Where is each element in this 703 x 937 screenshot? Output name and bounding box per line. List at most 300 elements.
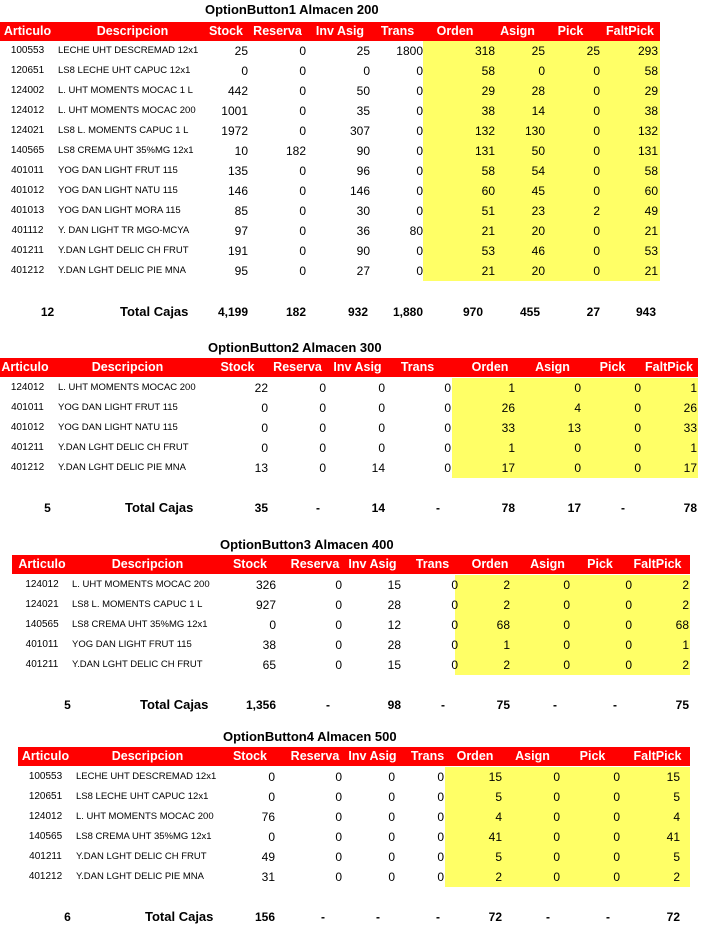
total-row [0,907,703,927]
table-row [0,161,703,181]
inv-asig-cell: 0 [378,381,385,395]
asign-cell: 0 [553,870,560,884]
asign-cell: 20 [531,224,545,238]
table-row [0,655,703,675]
total-faltpick: 943 [635,305,656,319]
inv-asig-cell: 307 [349,124,370,138]
reserva-cell: 0 [299,244,306,258]
table-row [0,635,703,655]
total-pick: - [606,910,610,924]
table-row [0,378,703,398]
pick-cell: 0 [613,850,620,864]
faltpick-cell: 17 [683,461,697,475]
faltpick-cell: 58 [644,64,658,78]
table-row [0,827,703,847]
inv-asig-cell: 0 [388,770,395,784]
reserva-cell: 0 [335,598,342,612]
faltpick-cell: 2 [673,870,680,884]
column-header-reserva[interactable]: Reserva [290,749,340,763]
total-pick: 27 [586,305,600,319]
stock-cell: 0 [261,441,268,455]
orden-cell: 53 [481,244,495,258]
column-header-articulo[interactable]: Articulo [21,749,70,763]
total-orden: 72 [488,910,502,924]
asign-cell: 54 [531,164,545,178]
asign-cell: 0 [553,810,560,824]
pick-cell: 0 [613,770,620,784]
column-header-faltpick[interactable]: FaltPick [606,24,654,38]
column-header-pick[interactable]: Pick [557,24,584,38]
articulo-cell: 401011 [11,402,44,413]
reserva-cell: 0 [299,264,306,278]
total-label: Total Cajas [145,909,214,924]
column-header-reserva[interactable]: Reserva [273,360,322,374]
reserva-cell: 0 [335,618,342,632]
pick-cell: 0 [634,461,641,475]
column-header-pick[interactable]: Pick [579,749,606,763]
trans-cell: 0 [451,598,458,612]
total-inv-asig: 98 [387,698,401,712]
trans-cell: 0 [444,401,451,415]
pick-cell: 0 [593,244,600,258]
faltpick-cell: 29 [644,84,658,98]
asign-cell: 46 [531,244,545,258]
column-header-inv-asig[interactable]: Inv Asig [315,24,365,38]
table-row [0,787,703,807]
pick-cell: 0 [593,124,600,138]
column-header-articulo[interactable]: Articulo [1,360,49,374]
faltpick-cell: 293 [637,44,658,58]
trans-cell: 0 [437,850,444,864]
column-header-articulo[interactable]: Articulo [3,24,52,38]
trans-cell: 0 [416,164,423,178]
orden-cell: 29 [481,84,495,98]
asign-cell: 0 [553,770,560,784]
total-inv-asig: 14 [371,501,385,515]
articulo-cell: 140565 [25,619,59,630]
column-header-trans[interactable]: Trans [410,749,445,763]
total-faltpick: 72 [666,910,680,924]
descripcion-cell: LS8 L. MOMENTS CAPUC 1 L [58,125,189,136]
asign-cell: 0 [563,658,570,672]
column-header-pick[interactable]: Pick [587,557,613,571]
trans-cell: 0 [416,244,423,258]
column-header-faltpick[interactable]: FaltPick [633,557,682,571]
orden-cell: 38 [481,104,495,118]
column-header-asign[interactable]: Asign [530,557,565,571]
stock-cell: 10 [234,144,248,158]
asign-cell: 13 [567,421,581,435]
column-header-trans[interactable]: Trans [380,24,415,38]
column-header-inv-asig[interactable]: Inv Asig [348,557,397,571]
trans-cell: 0 [437,870,444,884]
articulo-cell: 401211 [11,245,44,256]
total-orden: 78 [501,501,515,515]
reserva-cell: 0 [299,84,306,98]
faltpick-cell: 33 [683,421,697,435]
total-pick: - [613,698,617,712]
orden-cell: 17 [501,461,515,475]
trans-cell: 0 [444,441,451,455]
descripcion-cell: Y.DAN LGHT DELIC PIE MNA [58,462,186,473]
reserva-cell: 0 [299,204,306,218]
stock-cell: 22 [254,381,268,395]
table-header [18,747,690,766]
inv-asig-cell: 146 [349,184,370,198]
orden-cell: 132 [474,124,495,138]
column-header-stock[interactable]: Stock [220,360,255,374]
total-label: Total Cajas [120,304,189,319]
table-row [0,261,703,281]
table-row [0,767,703,787]
trans-cell: 0 [451,658,458,672]
total-reserva: - [321,910,325,924]
column-header-stock[interactable]: Stock [232,557,268,571]
descripcion-cell: LS8 LECHE UHT CAPUC 12x1 [76,791,209,802]
descripcion-cell: LS8 CREMA UHT 35%MG 12x1 [76,831,212,842]
reserva-cell: 0 [299,44,306,58]
stock-cell: 927 [255,598,276,612]
column-header-reserva[interactable]: Reserva [253,24,302,38]
orden-cell: 318 [474,44,495,58]
total-trans: - [436,501,440,515]
total-row [0,695,703,715]
column-header-descripcion[interactable]: Descripcion [111,749,184,763]
descripcion-cell: LS8 LECHE UHT CAPUC 12x1 [58,65,191,76]
pick-cell: 0 [634,441,641,455]
stock-cell: 1972 [221,124,248,138]
articulo-cell: 124012 [25,579,59,590]
inv-asig-cell: 15 [387,658,401,672]
inv-asig-cell: 0 [388,870,395,884]
trans-cell: 0 [451,638,458,652]
table-row [0,398,703,418]
trans-cell: 1800 [396,44,423,58]
pick-cell: 0 [625,578,632,592]
reserva-cell: 0 [335,870,342,884]
trans-cell: 0 [416,104,423,118]
pick-cell: 0 [593,264,600,278]
trans-cell: 0 [416,84,423,98]
stock-cell: 38 [262,638,276,652]
table-row [0,418,703,438]
column-header-trans[interactable]: Trans [400,360,435,374]
pick-cell: 0 [625,658,632,672]
column-header-descripcion[interactable]: Descripcion [111,557,184,571]
column-header-stock[interactable]: Stock [232,749,268,763]
reserva-cell: 0 [299,64,306,78]
stock-cell: 326 [255,578,276,592]
orden-cell: 41 [488,830,502,844]
column-header-inv-asig[interactable]: Inv Asig [333,360,382,374]
faltpick-cell: 5 [673,790,680,804]
table-row [0,438,703,458]
table-row [0,141,703,161]
descripcion-cell: LECHE UHT DESCREMAD 12x1 [58,45,199,56]
descripcion-cell: Y.DAN LGHT DELIC CH FRUT [76,851,207,862]
reserva-cell: 0 [319,441,326,455]
reserva-cell: 0 [335,578,342,592]
faltpick-cell: 68 [675,618,689,632]
articulo-cell: 401012 [10,185,45,196]
column-header-asign[interactable]: Asign [535,360,570,374]
asign-cell: 0 [574,461,581,475]
total-orden: 75 [496,698,510,712]
reserva-cell: 0 [319,381,326,395]
inv-asig-cell: 15 [387,578,401,592]
column-header-orden[interactable]: Orden [471,557,509,571]
faltpick-cell: 15 [666,770,680,784]
faltpick-cell: 1 [690,441,697,455]
orden-cell: 5 [495,850,502,864]
table-header [12,555,690,574]
articulo-cell: 401211 [25,659,59,670]
reserva-cell: 0 [299,184,306,198]
faltpick-cell: 26 [683,401,697,415]
descripcion-cell: YOG DAN LIGHT FRUT 115 [58,402,178,413]
asign-cell: 0 [563,598,570,612]
inv-asig-cell: 27 [356,264,370,278]
orden-cell: 1 [508,441,515,455]
total-trans: - [441,698,445,712]
column-header-orden[interactable]: Orden [436,24,474,38]
trans-cell: 0 [416,184,423,198]
descripcion-cell: L. UHT MOMENTS MOCAC 200 [58,105,196,116]
inv-asig-cell: 28 [387,598,401,612]
total-stock: 4,199 [217,305,248,319]
asign-cell: 28 [531,84,545,98]
stock-cell: 76 [261,810,275,824]
inv-asig-cell: 0 [388,790,395,804]
asign-cell: 0 [563,578,570,592]
articulo-cell: 401011 [11,165,44,176]
column-header-reserva[interactable]: Reserva [290,557,340,571]
section-title: OptionButton2 Almacen 300 [208,340,382,355]
pick-cell: 0 [613,870,620,884]
table-row [0,807,703,827]
total-inv-asig: - [376,910,380,924]
asign-cell: 23 [531,204,545,218]
trans-cell: 0 [437,830,444,844]
orden-cell: 21 [481,264,495,278]
total-pick: - [621,501,625,515]
faltpick-cell: 58 [644,164,658,178]
stock-cell: 25 [234,44,248,58]
articulo-cell: 401212 [10,462,45,473]
reserva-cell: 0 [299,104,306,118]
total-orden: 970 [462,305,483,319]
column-header-faltpick[interactable]: FaltPick [633,749,682,763]
pick-cell: 2 [593,204,600,218]
orden-cell: 21 [481,224,495,238]
reserva-cell: 0 [335,790,342,804]
column-header-inv-asig[interactable]: Inv Asig [348,749,397,763]
faltpick-cell: 131 [637,144,658,158]
column-header-descripcion[interactable]: Descripcion [91,360,164,374]
column-header-orden[interactable]: Orden [471,360,509,374]
reserva-cell: 0 [335,830,342,844]
articulo-cell: 401211 [29,851,62,862]
orden-cell: 58 [481,164,495,178]
table-row [0,867,703,887]
pick-cell: 0 [634,421,641,435]
stock-cell: 0 [268,790,275,804]
orden-cell: 2 [503,578,510,592]
articulo-cell: 401212 [10,265,45,276]
table-row [0,458,703,478]
inv-asig-cell: 0 [378,441,385,455]
faltpick-cell: 132 [637,124,658,138]
reserva-cell: 182 [285,144,306,158]
inv-asig-cell: 14 [371,461,385,475]
asign-cell: 0 [563,638,570,652]
table-row [0,101,703,121]
inv-asig-cell: 0 [378,421,385,435]
pick-cell: 0 [593,104,600,118]
articulo-cell: 401112 [11,225,44,236]
total-row [0,302,703,322]
stock-cell: 0 [268,770,275,784]
column-header-orden[interactable]: Orden [456,749,494,763]
asign-cell: 45 [531,184,545,198]
column-header-trans[interactable]: Trans [415,557,450,571]
inv-asig-cell: 50 [356,84,370,98]
pick-cell: 0 [625,638,632,652]
faltpick-cell: 49 [644,204,658,218]
articulo-cell: 401011 [25,639,59,650]
articulo-cell: 124012 [28,811,63,822]
trans-cell: 0 [416,64,423,78]
inv-asig-cell: 28 [387,638,401,652]
inv-asig-cell: 25 [356,44,370,58]
orden-cell: 2 [503,658,510,672]
trans-cell: 0 [444,381,451,395]
asign-cell: 0 [553,850,560,864]
stock-cell: 65 [262,658,276,672]
total-count: 5 [44,501,51,515]
faltpick-cell: 1 [682,638,689,652]
pick-cell: 0 [593,224,600,238]
reserva-cell: 0 [335,658,342,672]
reserva-cell: 0 [319,401,326,415]
total-faltpick: 75 [675,698,689,712]
reserva-cell: 0 [319,461,326,475]
orden-cell: 2 [503,598,510,612]
faltpick-cell: 2 [682,578,689,592]
stock-cell: 0 [241,64,248,78]
descripcion-cell: Y.DAN LGHT DELIC CH FRUT [58,245,189,256]
stock-cell: 49 [261,850,275,864]
descripcion-cell: L. UHT MOMENTS MOCAC 1 L [58,85,193,96]
trans-cell: 0 [416,124,423,138]
table-row [0,575,703,595]
trans-cell: 0 [437,770,444,784]
column-header-pick[interactable]: Pick [599,360,626,374]
inv-asig-cell: 12 [387,618,401,632]
table-header [0,358,698,377]
table-row [0,41,703,61]
articulo-cell: 401211 [11,442,44,453]
table-row [0,615,703,635]
table-row [0,241,703,261]
asign-cell: 50 [531,144,545,158]
inv-asig-cell: 0 [388,830,395,844]
pick-cell: 0 [593,64,600,78]
total-count: 12 [40,305,55,319]
inv-asig-cell: 90 [356,244,370,258]
section-title: OptionButton4 Almacen 500 [223,729,397,744]
orden-cell: 58 [481,64,495,78]
asign-cell: 0 [574,381,581,395]
column-header-faltpick[interactable]: FaltPick [645,360,693,374]
stock-cell: 0 [268,830,275,844]
column-header-asign[interactable]: Asign [500,24,535,38]
total-reserva: - [316,501,320,515]
descripcion-cell: Y.DAN LGHT DELIC CH FRUT [58,442,189,453]
inv-asig-cell: 0 [363,64,370,78]
inv-asig-cell: 90 [356,144,370,158]
table-header [0,22,660,41]
pick-cell: 0 [634,401,641,415]
descripcion-cell: LS8 CREMA UHT 35%MG 12x1 [58,145,194,156]
reserva-cell: 0 [335,638,342,652]
faltpick-cell: 21 [644,264,658,278]
faltpick-cell: 1 [690,381,697,395]
trans-cell: 80 [409,224,423,238]
stock-cell: 191 [227,244,248,258]
inv-asig-cell: 30 [356,204,370,218]
pick-cell: 0 [613,790,620,804]
column-header-articulo[interactable]: Articulo [18,557,66,571]
stock-cell: 442 [227,84,248,98]
reserva-cell: 0 [335,810,342,824]
pick-cell: 0 [625,598,632,612]
total-label: Total Cajas [140,697,209,712]
trans-cell: 0 [416,264,423,278]
trans-cell: 0 [451,618,458,632]
pick-cell: 0 [613,810,620,824]
asign-cell: 4 [574,401,581,415]
descripcion-cell: L. UHT MOMENTS MOCAC 200 [72,579,210,590]
faltpick-cell: 53 [644,244,658,258]
table-row [0,61,703,81]
orden-cell: 68 [496,618,510,632]
total-asign: - [546,910,550,924]
column-header-stock[interactable]: Stock [208,24,244,38]
descripcion-cell: Y.DAN LGHT DELIC PIE MNA [76,871,204,882]
reserva-cell: 0 [299,224,306,238]
orden-cell: 5 [495,790,502,804]
column-header-descripcion[interactable]: Descripcion [96,24,169,38]
orden-cell: 15 [488,770,502,784]
faltpick-cell: 60 [644,184,658,198]
trans-cell: 0 [416,204,423,218]
articulo-cell: 401212 [28,871,63,882]
pick-cell: 0 [613,830,620,844]
articulo-cell: 401013 [10,205,45,216]
descripcion-cell: L. UHT MOMENTS MOCAC 200 [76,811,214,822]
inv-asig-cell: 96 [356,164,370,178]
orden-cell: 51 [481,204,495,218]
reserva-cell: 0 [299,164,306,178]
reserva-cell: 0 [335,850,342,864]
trans-cell: 0 [437,790,444,804]
trans-cell: 0 [416,144,423,158]
descripcion-cell: LS8 CREMA UHT 35%MG 12x1 [72,619,208,630]
articulo-cell: 124012 [10,382,45,393]
descripcion-cell: YOG DAN LIGHT NATU 115 [58,185,178,196]
column-header-asign[interactable]: Asign [515,749,550,763]
